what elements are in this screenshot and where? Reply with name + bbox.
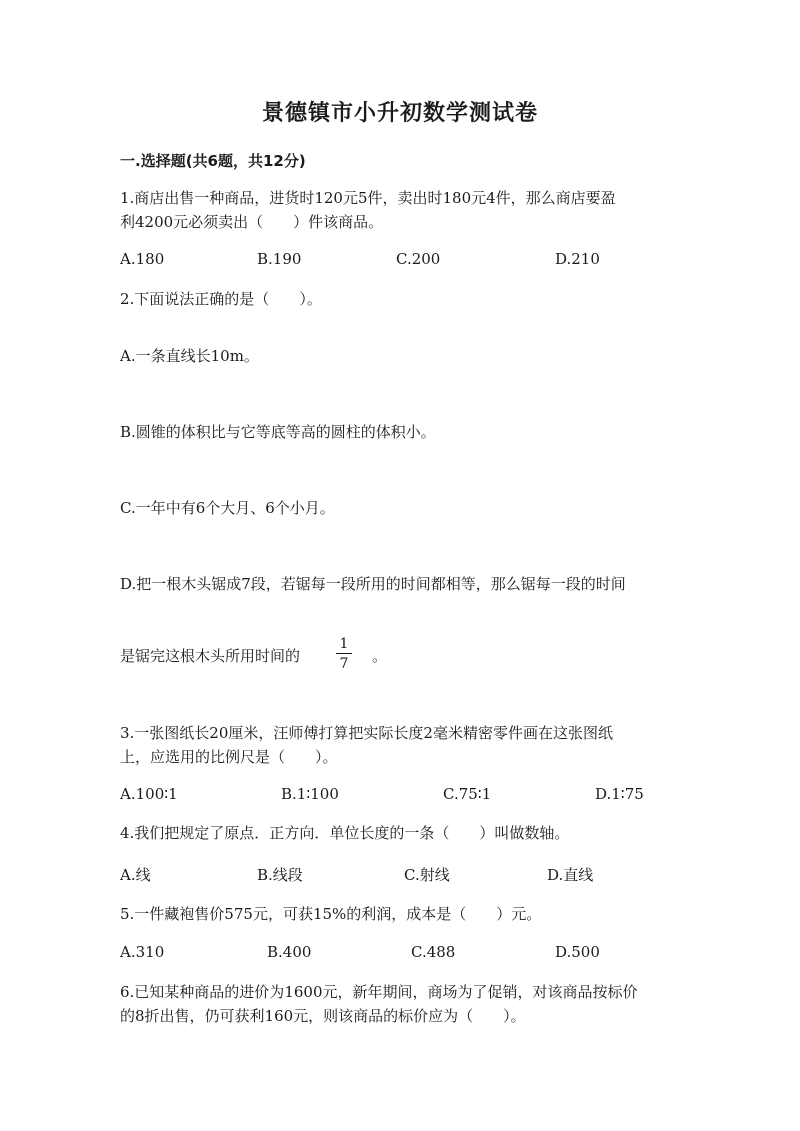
q2-option-d-end: 。 (372, 647, 388, 665)
q5-option-b: B.400 (267, 943, 312, 961)
q4-stem: 4.我们把规定了原点．正方向．单位长度的一条（ ）叫做数轴。 (120, 824, 570, 842)
fraction-denominator: 7 (339, 656, 349, 672)
q1-stem-line2: 利4200元必须卖出（ ）件该商品。 (120, 213, 384, 231)
q4-option-c: C.射线 (404, 866, 450, 884)
section-title: 一.选择题(共6题，共12分) (120, 152, 306, 170)
q1-option-a: A.180 (120, 250, 165, 268)
q2-option-d-line1: D.把一根木头锯成7段，若锯每一段所用的时间都相等，那么锯每一段的时间 (120, 575, 626, 593)
q2-option-a: A.一条直线长10m。 (120, 347, 259, 365)
q3-option-a: A.100∶1 (120, 785, 178, 803)
q1-option-c: C.200 (396, 250, 441, 268)
q3-stem-line1: 3.一张图纸长20厘米，汪师傅打算把实际长度2毫米精密零件画在这张图纸 (120, 724, 613, 742)
q3-option-b: B.1∶100 (281, 785, 339, 803)
fraction-one-seventh (336, 636, 352, 672)
q1-option-b: B.190 (257, 250, 302, 268)
q3-option-d: D.1∶75 (595, 785, 644, 803)
q2-option-b: B.圆锥的体积比与它等底等高的圆柱的体积小。 (120, 423, 436, 441)
q3-option-c: C.75∶1 (443, 785, 492, 803)
q5-option-d: D.500 (555, 943, 600, 961)
q2-option-c: C.一年中有6个大月、6个小月。 (120, 499, 335, 517)
fraction-numerator: 1 (336, 636, 352, 654)
q4-option-d: D.直线 (547, 866, 594, 884)
q6-stem-line2: 的8折出售，仍可获利160元，则该商品的标价应为（ ）。 (120, 1007, 526, 1025)
q5-option-c: C.488 (411, 943, 456, 961)
q4-option-b: B.线段 (257, 866, 303, 884)
q5-option-a: A.310 (120, 943, 165, 961)
q1-option-d: D.210 (555, 250, 600, 268)
q2-stem: 2.下面说法正确的是（ ）。 (120, 290, 322, 308)
q5-stem: 5.一件藏袍售价575元，可获15%的利润，成本是（ ）元。 (120, 905, 542, 923)
q4-option-a: A.线 (120, 866, 151, 884)
q2-option-d-line2: 是锯完这根木头所用时间的 (120, 647, 301, 665)
q3-stem-line2: 上，应选用的比例尺是（ ）。 (120, 748, 338, 766)
page-title: 景德镇市小升初数学测试卷 (261, 101, 538, 126)
q6-stem-line1: 6.已知某种商品的进价为1600元，新年期间，商场为了促销，对该商品按标价 (120, 983, 638, 1001)
q1-stem-line1: 1.商店出售一种商品，进货时120元5件，卖出时180元4件，那么商店要盈 (120, 189, 616, 207)
